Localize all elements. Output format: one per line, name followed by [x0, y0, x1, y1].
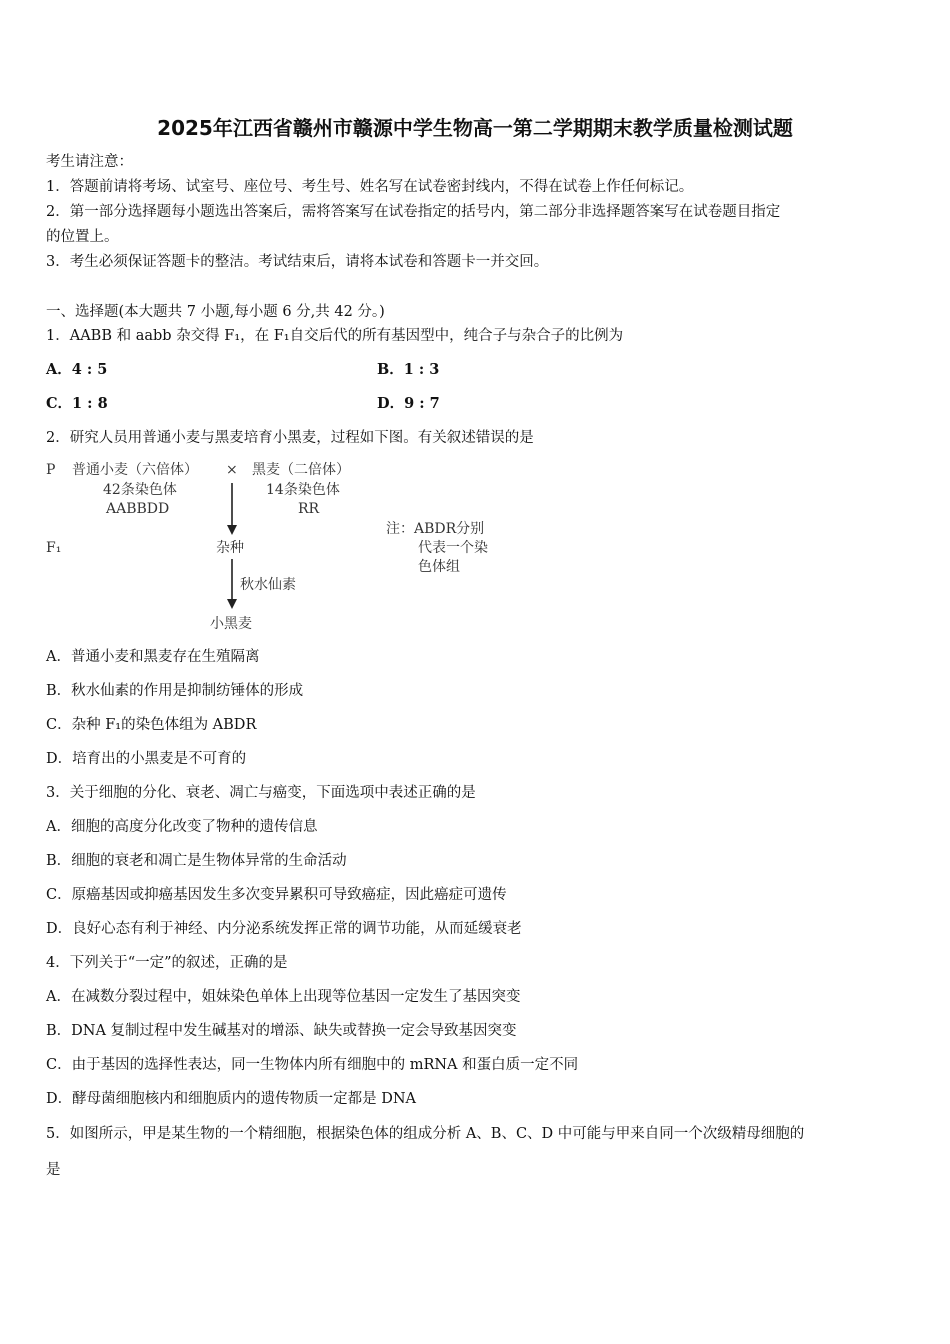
diagram-hybrid: 杂种: [216, 540, 244, 556]
q2-option-c[interactable]: C．杂种 F₁的染色体组为 ABDR: [46, 717, 257, 733]
q1-option-b[interactable]: B．1 : 3: [377, 361, 440, 378]
q3-option-c[interactable]: C．原癌基因或抑癌基因发生多次变异累积可导致癌症，因此癌症可遗传: [46, 887, 507, 903]
arrow-head-2: [227, 599, 237, 609]
diagram-parent1-name: 普通小麦（六倍体）: [72, 462, 198, 478]
diagram-parent2-genome: RR: [298, 501, 320, 517]
q2-option-d[interactable]: D．培育出的小黑麦是不可育的: [46, 751, 247, 767]
question-5-stem-cont: 是: [46, 1162, 61, 1178]
q3-option-b[interactable]: B．细胞的衰老和凋亡是生物体异常的生命活动: [46, 853, 347, 869]
question-2-stem: 2．研究人员用普通小麦与黑麦培育小黑麦，过程如下图。有关叙述错误的是: [46, 430, 534, 446]
diagram-cross-symbol: ×: [226, 462, 238, 478]
question-3-stem: 3．关于细胞的分化、衰老、凋亡与癌变，下面选项中表述正确的是: [46, 785, 476, 801]
q4-option-c[interactable]: C．由于基因的选择性表达，同一生物体内所有细胞中的 mRNA 和蛋白质一定不同: [46, 1057, 579, 1073]
question-4-stem: 4．下列关于“一定”的叙述，正确的是: [46, 955, 288, 971]
diagram-parent2-chrom: 14条染色体: [266, 482, 340, 498]
q2-option-a[interactable]: A．普通小麦和黑麦存在生殖隔离: [46, 649, 260, 665]
diagram-parent2-name: 黑麦（二倍体）: [252, 462, 350, 478]
diagram-product: 小黑麦: [210, 616, 252, 632]
q3-option-d[interactable]: D．良好心态有利于神经、内分泌系统发挥正常的调节功能，从而延缓衰老: [46, 921, 522, 937]
notice-item-3: 3．考生必须保证答题卡的整洁。考试结束后，请将本试卷和答题卡一并交回。: [46, 254, 549, 270]
q4-option-a[interactable]: A．在减数分裂过程中，姐妹染色单体上出现等位基因一定发生了基因突变: [46, 989, 521, 1005]
q2-option-b[interactable]: B．秋水仙素的作用是抑制纺锤体的形成: [46, 683, 304, 699]
question-5-stem: 5．如图所示，甲是某生物的一个精细胞，根据染色体的组成分析 A、B、C、D 中可能与甲来自同一个次级精母细胞的: [46, 1126, 805, 1142]
question-1-stem: 1．AABB 和 aabb 杂交得 F₁，在 F₁自交后代的所有基因型中，纯合子与杂合子的比例为: [46, 328, 624, 344]
q4-option-b[interactable]: B．DNA 复制过程中发生碱基对的增添、缺失或替换一定会导致基因突变: [46, 1023, 517, 1039]
diagram-f1-label: F₁: [46, 540, 62, 556]
breeding-diagram: [40, 455, 520, 640]
diagram-p-label: P: [46, 462, 56, 478]
diagram-parent1-genome: AABBDD: [106, 501, 170, 517]
q1-option-d[interactable]: D．9 : 7: [377, 395, 440, 412]
diagram-note-line3: 色体组: [418, 559, 460, 575]
diagram-treatment: 秋水仙素: [240, 577, 296, 593]
q1-option-a[interactable]: A．4 : 5: [46, 361, 108, 378]
diagram-note-line1: 注：ABDR分别: [386, 521, 485, 537]
q3-option-a[interactable]: A．细胞的高度分化改变了物种的遗传信息: [46, 819, 318, 835]
page-title: 2025年江西省赣州市赣源中学生物高一第二学期期末教学质量检测试题: [157, 116, 793, 140]
notice-heading: 考生请注意：: [46, 154, 133, 170]
diagram-parent1-chrom: 42条染色体: [103, 482, 177, 498]
notice-item-1: 1．答题前请将考场、试室号、座位号、考生号、姓名写在试卷密封线内，不得在试卷上作任何标记。: [46, 179, 694, 195]
notice-item-2-cont: 的位置上。: [46, 229, 119, 245]
diagram-note-line2: 代表一个染: [418, 540, 488, 556]
q1-option-c[interactable]: C．1 : 8: [46, 395, 108, 412]
q4-option-d[interactable]: D．酵母菌细胞核内和细胞质内的遗传物质一定都是 DNA: [46, 1091, 417, 1107]
notice-item-2: 2．第一部分选择题每小题选出答案后，需将答案写在试卷指定的括号内，第二部分非选择题答案写在试卷题目指定: [46, 204, 781, 220]
section-heading: 一、选择题(本大题共 7 小题,每小题 6 分,共 42 分。): [46, 304, 385, 320]
arrow-head-1: [227, 525, 237, 535]
